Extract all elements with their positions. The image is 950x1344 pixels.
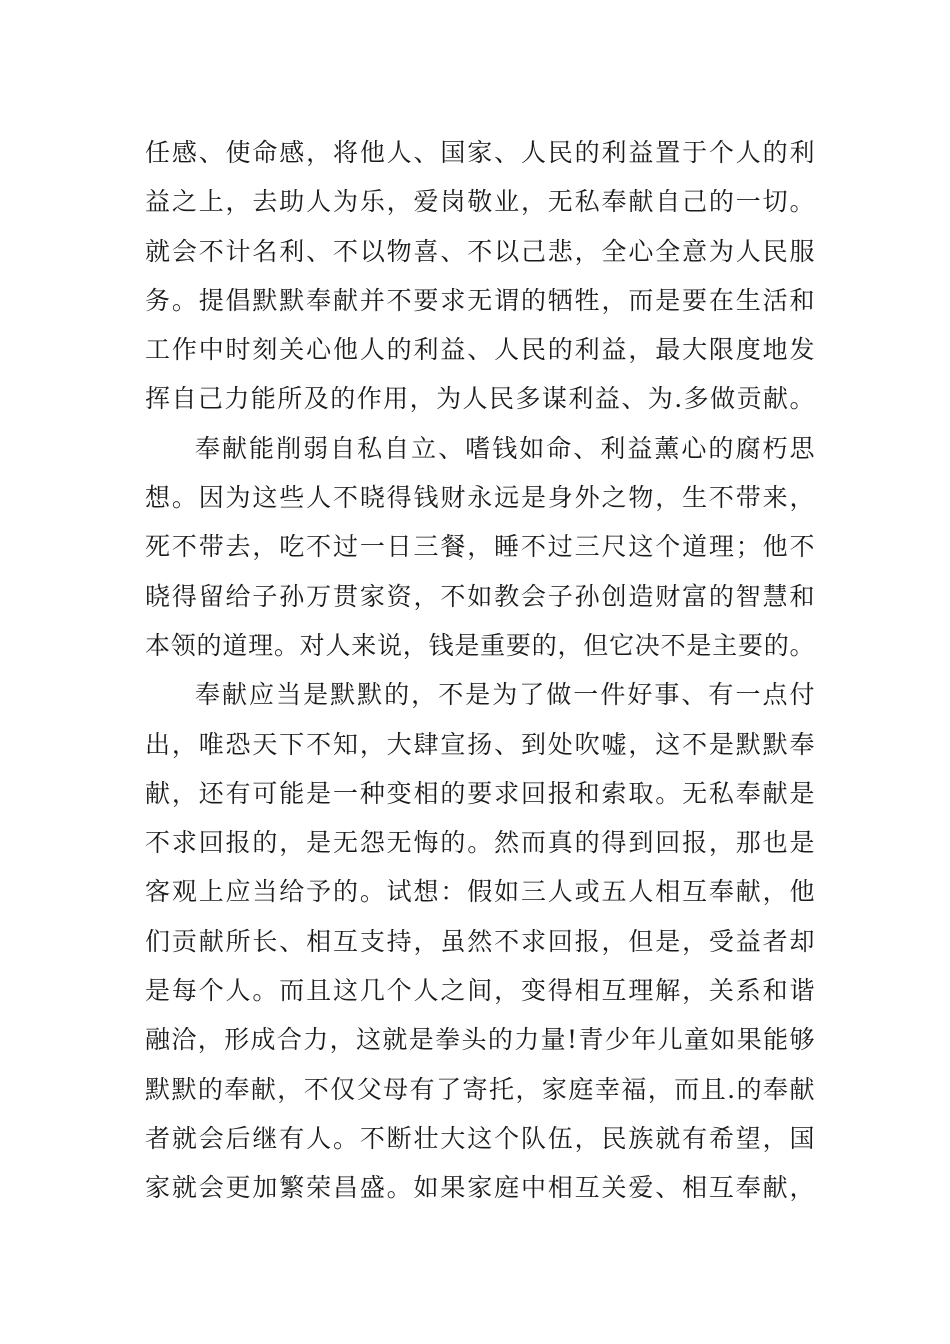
text-line: 客观上应当给予的。试想：假如三人或五人相互奉献，他 (145, 877, 815, 907)
document-body (145, 128, 815, 1213)
text-line: 奉献应当是默默的，不是为了做一件好事、有一点付 (195, 680, 815, 710)
paragraph-2 (145, 424, 815, 670)
text-line: 晓得留给子孙万贯家资，不如教会子孙创造财富的智慧和 (145, 581, 815, 611)
text-line: 死不带去，吃不过一日三餐，睡不过三尺这个道理；他不 (145, 532, 815, 562)
text-line: 家就会更加繁荣昌盛。如果家庭中相互关爱、相互奉献， (145, 1173, 815, 1203)
text-line: 融洽，形成合力，这就是拳头的力量!青少年儿童如果能够 (145, 1025, 815, 1055)
paragraph-3 (145, 670, 815, 1212)
text-line: 挥自己力能所及的作用，为人民多谋利益、为.多做贡献。 (145, 384, 815, 414)
text-line: 默默的奉献，不仅父母有了寄托，家庭幸福，而且.的奉献 (145, 1074, 815, 1104)
text-line: 们贡献所长、相互支持，虽然不求回报，但是，受益者却 (145, 926, 815, 956)
text-line: 出，唯恐天下不知，大肆宣扬、到处吹嘘，这不是默默奉 (145, 729, 815, 759)
text-line: 就会不计名利、不以物喜、不以己悲，全心全意为人民服 (145, 236, 815, 266)
paragraph-1 (145, 128, 815, 424)
text-line: 本领的道理。对人来说，钱是重要的，但它决不是主要的。 (145, 630, 815, 660)
text-line: 任感、使命感，将他人、国家、人民的利益置于个人的利 (145, 138, 815, 167)
text-line: 益之上，去助人为乐，爱岗敬业，无私奉献自己的一切。 (145, 187, 815, 217)
text-line: 奉献能削弱自私自立、嗜钱如命、利益薰心的腐朽思 (195, 433, 815, 463)
text-line: 务。提倡默默奉献并不要求无谓的牺牲，而是要在生活和 (145, 285, 815, 315)
text-line: 不求回报的，是无怨无悔的。然而真的得到回报，那也是 (145, 828, 815, 858)
text-line: 是每个人。而且这几个人之间，变得相互理解，关系和谐 (145, 976, 815, 1006)
text-line: 献，还有可能是一种变相的要求回报和索取。无私奉献是 (145, 778, 815, 808)
text-line: 者就会后继有人。不断壮大这个队伍，民族就有希望，国 (145, 1123, 815, 1153)
text-line: 工作中时刻关心他人的利益、人民的利益，最大限度地发 (145, 335, 815, 365)
text-line: 想。因为这些人不晓得钱财永远是身外之物，生不带来， (145, 483, 815, 513)
